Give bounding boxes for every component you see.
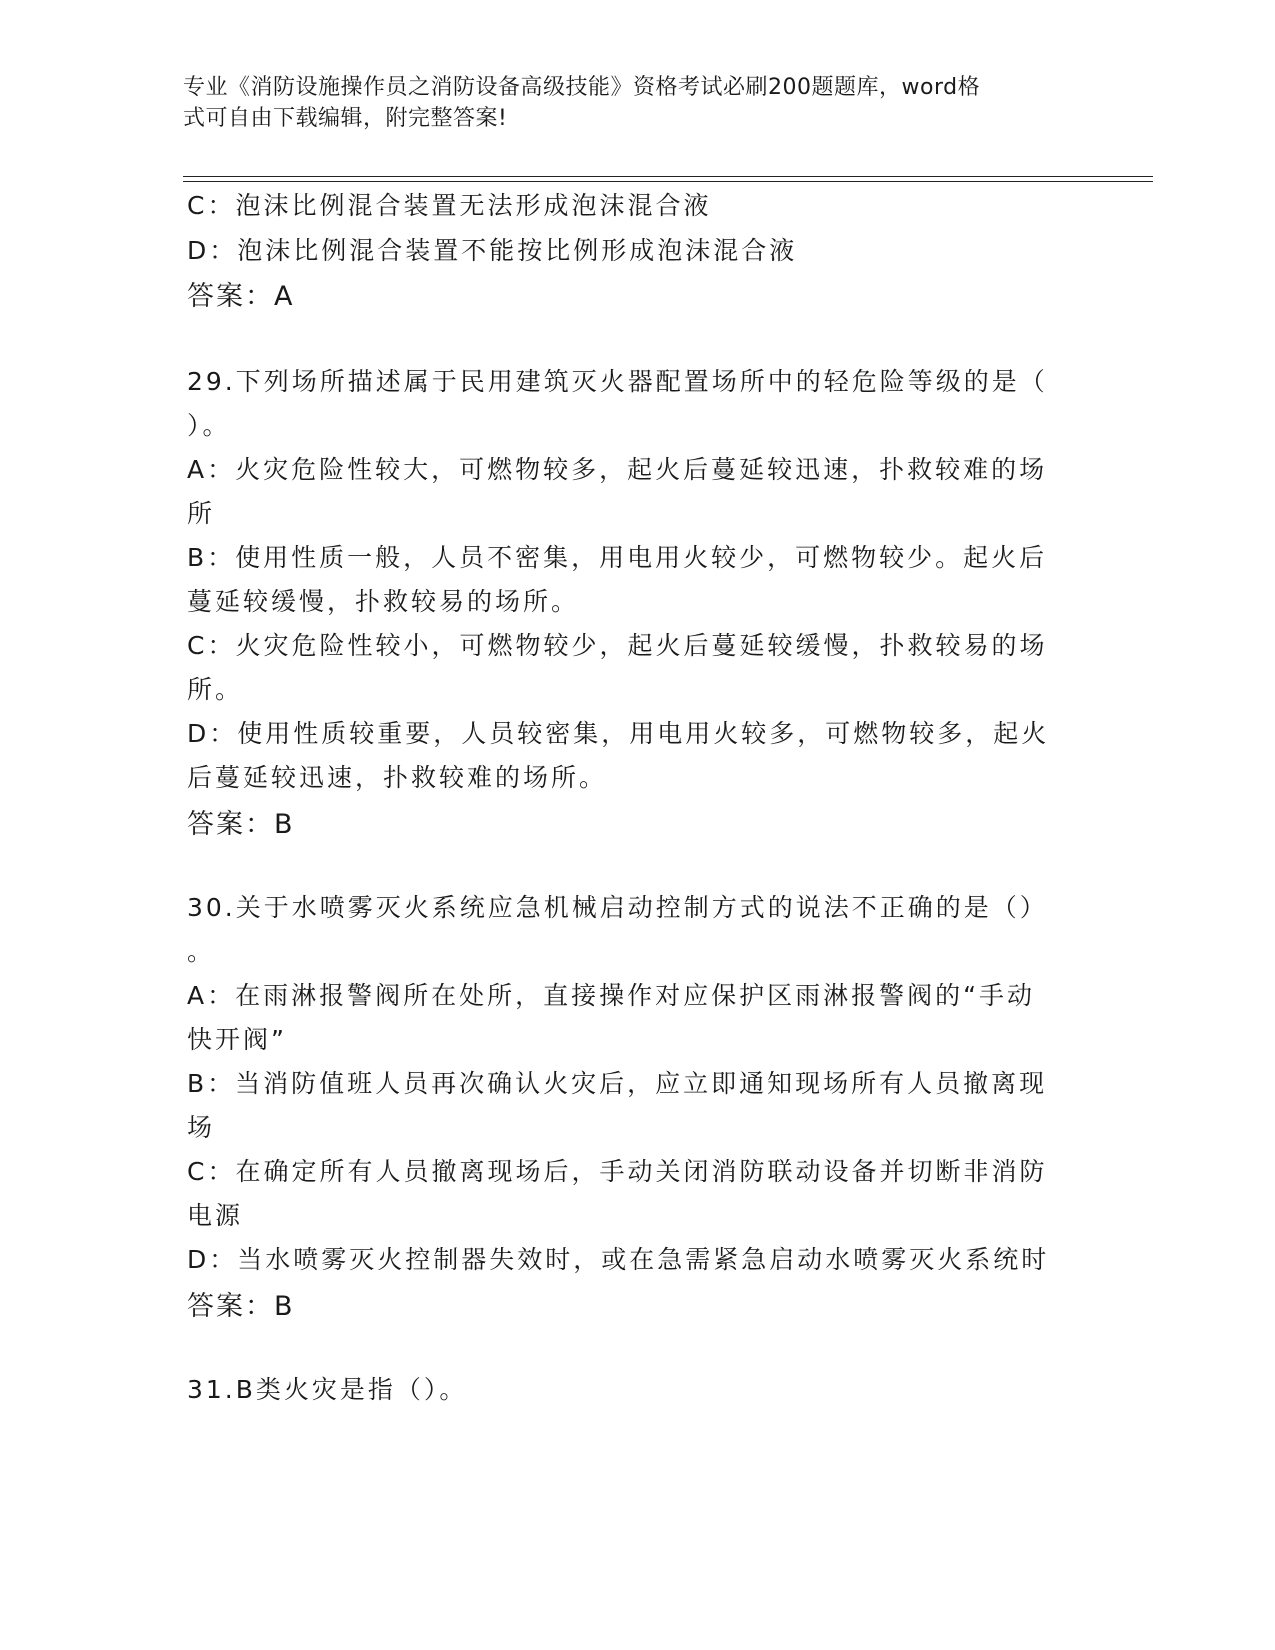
q30-stem-line-1: 30.关于水喷雾灭火系统应急机械启动控制方式的说法不正确的是（） (187, 893, 1048, 922)
q30-option-b-line-1: B：当消防值班人员再次确认火灾后，应立即通知现场所有人员撤离现 (187, 1069, 1048, 1098)
q30-option-c-line-1: C：在确定所有人员撤离现场后，手动关闭消防联动设备并切断非消防 (187, 1157, 1048, 1186)
header-line-2: 式可自由下载编辑，附完整答案! (183, 106, 508, 131)
q31-stem-line-1: 31.B类火灾是指（）。 (187, 1375, 468, 1404)
q29-option-a-line-1: A：火灾危险性较大，可燃物较多，起火后蔓延较迅速，扑救较难的场 (187, 455, 1048, 484)
q28-option-d: D：泡沫比例混合装置不能按比例形成泡沫混合液 (187, 236, 798, 265)
q29-option-b-line-1: B：使用性质一般，人员不密集，用电用火较少，可燃物较少。起火后 (187, 543, 1048, 572)
q29-stem-line-2: ）。 (187, 411, 231, 440)
q29-option-c-line-2: 所。 (187, 675, 244, 704)
q29-option-d-line-2: 后蔓延较迅速，扑救较难的场所。 (187, 763, 608, 792)
q30-option-c-line-2: 电源 (187, 1201, 244, 1230)
header-line-1: 专业《消防设施操作员之消防设备高级技能》资格考试必刷200题题库，word格 (183, 75, 981, 100)
q30-stem-line-2: 。 (187, 937, 216, 966)
q29-option-c-line-1: C：火灾危险性较小，可燃物较少，起火后蔓延较缓慢，扑救较易的场 (187, 631, 1048, 660)
q30-answer: 答案：B (187, 1291, 295, 1322)
q30-option-a-line-2: 快开阀” (187, 1025, 287, 1054)
q28-option-c: C：泡沫比例混合装置无法形成泡沫混合液 (187, 191, 712, 220)
header-divider-top (183, 176, 1153, 177)
q29-option-b-line-2: 蔓延较缓慢，扑救较易的场所。 (187, 587, 580, 616)
document-header (183, 72, 1063, 134)
q29-option-a-line-2: 所 (187, 499, 216, 528)
q30-option-b-line-2: 场 (187, 1113, 216, 1142)
q29-option-d-line-1: D：使用性质较重要，人员较密集，用电用火较多，可燃物较多，起火 (187, 719, 1050, 748)
q29-answer: 答案：B (187, 809, 295, 840)
q30-option-a-line-1: A：在雨淋报警阀所在处所，直接操作对应保护区雨淋报警阀的“手动 (187, 981, 1036, 1010)
q28-answer: 答案：A (187, 281, 295, 312)
q29-stem-line-1: 29.下列场所描述属于民用建筑灭火器配置场所中的轻危险等级的是（ (187, 367, 1048, 396)
q30-option-d-line-1: D：当水喷雾灭火控制器失效时，或在急需紧急启动水喷雾灭火系统时 (187, 1245, 1050, 1274)
header-divider-bottom (183, 181, 1153, 182)
